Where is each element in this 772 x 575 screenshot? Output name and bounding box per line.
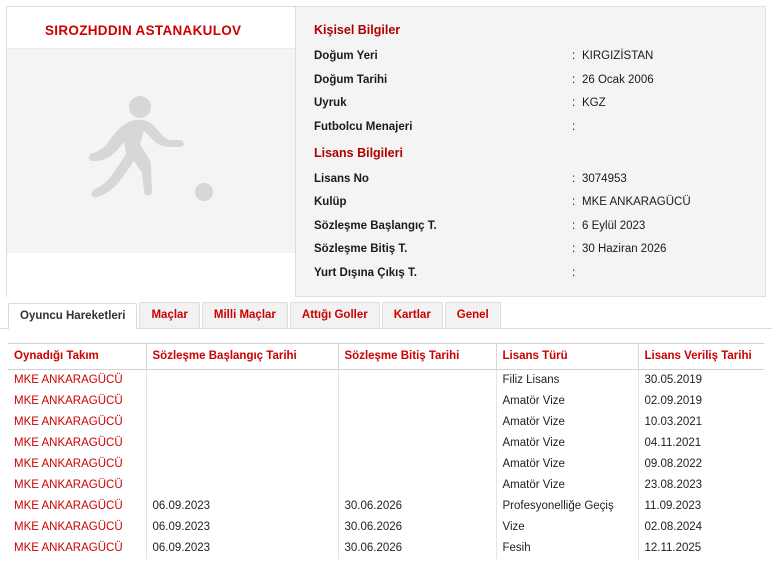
page-title: SIROZHDDIN ASTANAKULOV bbox=[45, 23, 242, 38]
info-label: Futbolcu Menajeri bbox=[314, 120, 413, 133]
cell-issue-date: 11.09.2023 bbox=[644, 499, 702, 512]
cell-license-type: Amatör Vize bbox=[496, 433, 638, 454]
info-row-dogum-tarihi bbox=[310, 69, 751, 93]
info-label: Uyruk bbox=[314, 97, 347, 110]
table-body bbox=[8, 369, 764, 559]
cell-start-date bbox=[146, 391, 338, 412]
info-colon: : bbox=[572, 97, 576, 110]
personal-section-title: Kişisel Bilgiler bbox=[314, 23, 401, 37]
info-value: MKE ANKARAGÜCÜ bbox=[582, 196, 691, 209]
cell-end-date bbox=[338, 454, 496, 475]
info-value: 26 Ocak 2006 bbox=[582, 73, 654, 86]
tab-genel[interactable]: Genel bbox=[445, 302, 501, 328]
cell-license-type: Amatör Vize bbox=[496, 454, 638, 475]
player-card bbox=[6, 6, 296, 297]
cell-end-date bbox=[338, 475, 496, 496]
cell-team: MKE ANKARAGÜCÜ bbox=[8, 433, 146, 454]
info-value: 3074953 bbox=[582, 172, 627, 185]
info-label: Doğum Tarihi bbox=[314, 73, 388, 86]
cell-team: MKE ANKARAGÜCÜ bbox=[8, 412, 146, 433]
cell-start-date bbox=[146, 369, 338, 391]
info-label: Sözleşme Bitiş T. bbox=[314, 243, 408, 256]
info-value: 30 Haziran 2026 bbox=[582, 243, 667, 256]
cell-license-type: Fesih bbox=[496, 538, 638, 559]
cell-team: MKE ANKARAGÜCÜ bbox=[8, 496, 146, 517]
column-header-license-type[interactable]: Lisans Türü bbox=[496, 343, 638, 369]
cell-license-type: Vize bbox=[496, 517, 638, 538]
info-colon: : bbox=[572, 219, 576, 232]
cell-team: MKE ANKARAGÜCÜ bbox=[8, 517, 146, 538]
cell-issue-date: 23.08.2023 bbox=[644, 478, 703, 491]
cell-team: MKE ANKARAGÜCÜ bbox=[8, 391, 146, 412]
cell-issue-date: 02.09.2019 bbox=[644, 394, 703, 407]
tab-maclar[interactable]: Maçlar bbox=[139, 302, 199, 328]
info-label: Kulüp bbox=[314, 196, 347, 209]
cell-team: MKE ANKARAGÜCÜ bbox=[8, 475, 146, 496]
cell-end-date bbox=[338, 369, 496, 391]
cell-start-date bbox=[146, 433, 338, 454]
info-value: KGZ bbox=[582, 97, 606, 110]
cell-license-type: Filiz Lisans bbox=[496, 369, 638, 391]
info-row-kulup bbox=[310, 191, 751, 215]
cell-team: MKE ANKARAGÜCÜ bbox=[8, 538, 146, 559]
cell-end-date: 30.06.2026 bbox=[338, 517, 496, 538]
table-row bbox=[8, 369, 764, 391]
cell-start-date bbox=[146, 454, 338, 475]
info-panel bbox=[295, 6, 766, 297]
football-player-silhouette-icon bbox=[76, 91, 226, 211]
column-header-team[interactable]: Oynadığı Takım bbox=[8, 343, 146, 369]
cell-license-type: Profesyonelliğe Geçiş bbox=[496, 496, 638, 517]
cell-start-date bbox=[146, 475, 338, 496]
cell-issue-date: 12.11.2025 bbox=[644, 541, 702, 554]
cell-issue-date: 30.05.2019 bbox=[644, 373, 703, 386]
column-header-start-date[interactable]: Sözleşme Başlangıç Tarihi bbox=[146, 343, 338, 369]
cell-end-date: 30.06.2026 bbox=[338, 538, 496, 559]
table-header bbox=[8, 343, 764, 369]
table-row bbox=[8, 496, 764, 517]
cell-team: MKE ANKARAGÜCÜ bbox=[8, 454, 146, 475]
cell-issue-date: 10.03.2021 bbox=[644, 415, 703, 428]
cell-start-date: 06.09.2023 bbox=[146, 517, 338, 538]
cell-issue-date: 02.08.2024 bbox=[644, 520, 703, 533]
info-label: Lisans No bbox=[314, 172, 369, 185]
table-header-row bbox=[8, 343, 764, 369]
cell-start-date bbox=[146, 412, 338, 433]
info-colon: : bbox=[572, 243, 576, 256]
tab-oyuncu-hareketleri[interactable]: Oyuncu Hareketleri bbox=[8, 303, 137, 329]
table-row bbox=[8, 454, 764, 475]
tab-bar bbox=[0, 297, 772, 329]
cell-start-date: 06.09.2023 bbox=[146, 538, 338, 559]
info-colon: : bbox=[572, 73, 576, 86]
info-row-uyruk bbox=[310, 92, 751, 116]
info-colon: : bbox=[572, 172, 576, 185]
table-row bbox=[8, 433, 764, 454]
info-row-futbolcu-menajeri bbox=[310, 116, 751, 140]
transfers-table bbox=[8, 343, 764, 559]
info-row-sozlesme-bitis bbox=[310, 238, 751, 262]
info-row-sozlesme-baslangic bbox=[310, 215, 751, 239]
info-row-yurt-disina-cikis bbox=[310, 262, 751, 286]
cell-license-type: Amatör Vize bbox=[496, 475, 638, 496]
cell-license-type: Amatör Vize bbox=[496, 412, 638, 433]
table-row bbox=[8, 412, 764, 433]
info-colon: : bbox=[572, 120, 576, 133]
table-row bbox=[8, 475, 764, 496]
info-colon: : bbox=[572, 196, 576, 209]
info-label: Doğum Yeri bbox=[314, 50, 378, 62]
info-label: Yurt Dışına Çıkış T. bbox=[314, 267, 417, 280]
tab-milli-maclar[interactable]: Milli Maçlar bbox=[202, 302, 288, 328]
info-row-dogum-yeri bbox=[310, 45, 751, 69]
license-section-title: Lisans Bilgileri bbox=[314, 145, 403, 160]
table-row bbox=[8, 391, 764, 412]
info-label: Sözleşme Başlangıç T. bbox=[314, 219, 437, 232]
tab-attigi-goller[interactable]: Attığı Goller bbox=[290, 302, 380, 328]
info-value: KIRGIZİSTAN bbox=[582, 50, 654, 62]
cell-end-date bbox=[338, 412, 496, 433]
info-row-lisans-no bbox=[310, 168, 751, 192]
info-value: 6 Eylül 2023 bbox=[582, 219, 646, 232]
tab-kartlar[interactable]: Kartlar bbox=[382, 302, 443, 328]
table-row bbox=[8, 538, 764, 559]
cell-end-date bbox=[338, 433, 496, 454]
cell-end-date: 30.06.2026 bbox=[338, 496, 496, 517]
info-colon: : bbox=[572, 267, 576, 280]
cell-license-type: Amatör Vize bbox=[496, 391, 638, 412]
column-header-end-date[interactable]: Sözleşme Bitiş Tarihi bbox=[338, 343, 496, 369]
column-header-issue-date[interactable]: Lisans Veriliş Tarihi bbox=[638, 343, 764, 369]
cell-issue-date: 04.11.2021 bbox=[644, 436, 702, 449]
cell-team: MKE ANKARAGÜCÜ bbox=[8, 369, 146, 391]
cell-end-date bbox=[338, 391, 496, 412]
info-colon: : bbox=[572, 50, 576, 62]
cell-start-date: 06.09.2023 bbox=[146, 496, 338, 517]
transfers-table-container bbox=[0, 329, 772, 559]
player-photo-placeholder bbox=[7, 48, 295, 253]
table-row bbox=[8, 517, 764, 538]
cell-issue-date: 09.08.2022 bbox=[644, 457, 703, 470]
